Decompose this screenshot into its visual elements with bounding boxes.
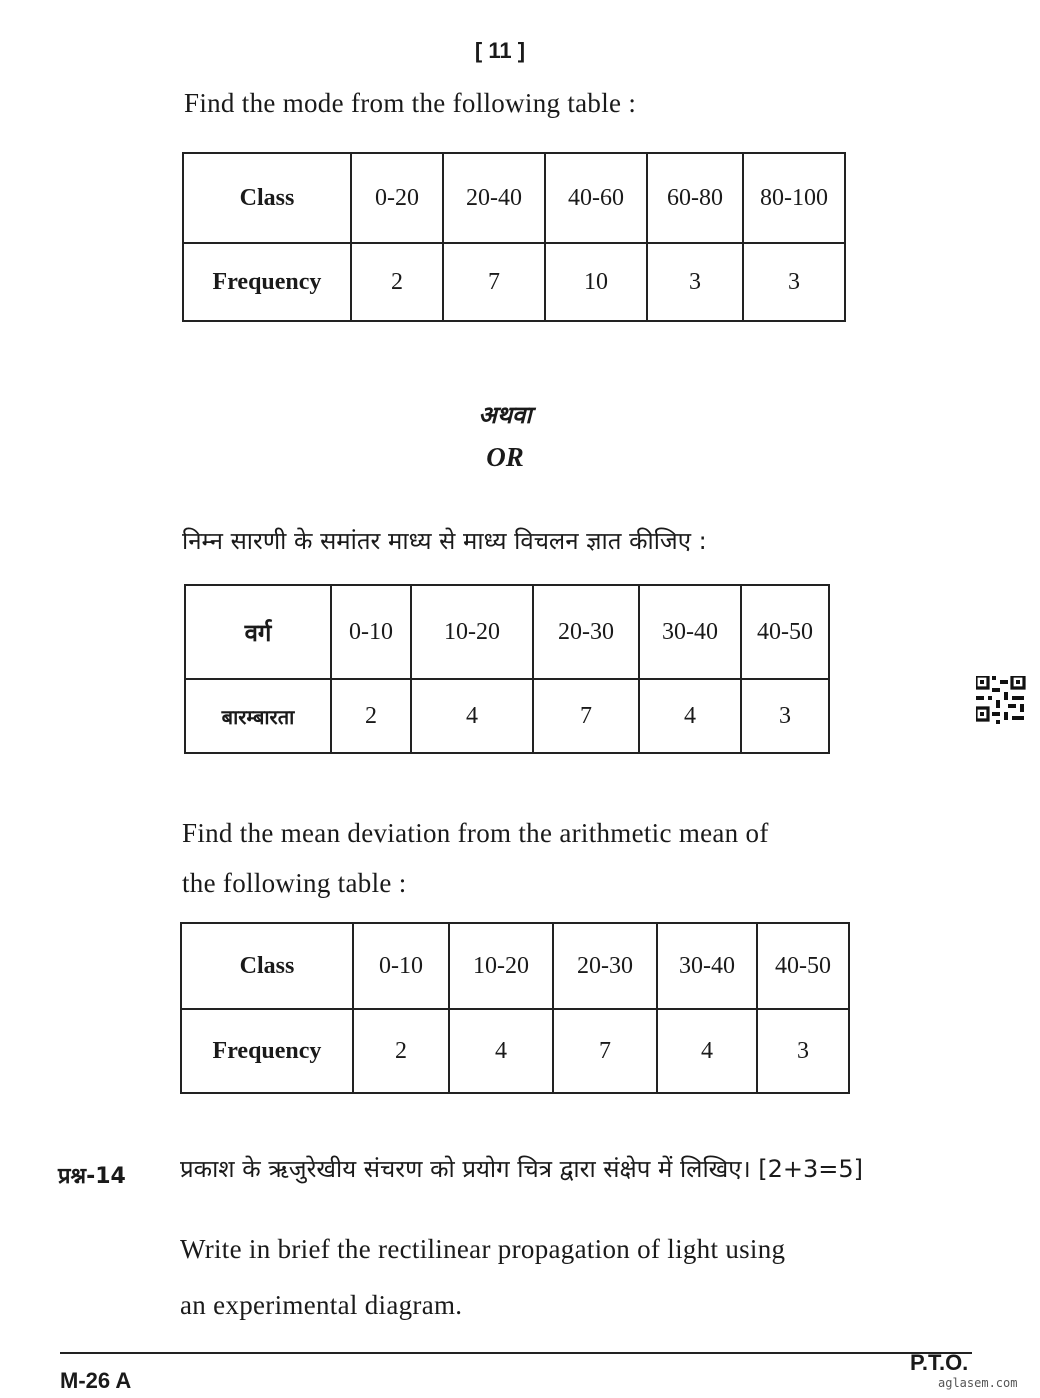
q2-english-frequency-cell: 3 bbox=[757, 1009, 849, 1093]
q2-hindi-frequency-cell: 4 bbox=[411, 679, 533, 753]
q2-hindi-frequency-header: बारम्बारता bbox=[185, 679, 331, 753]
q2-hindi-frequency-row bbox=[185, 679, 829, 753]
q1-class-cell: 40-60 bbox=[545, 153, 647, 243]
q1-class-cell: 60-80 bbox=[647, 153, 743, 243]
q14-label: प्रश्न-14 bbox=[58, 1164, 126, 1189]
q2-english-class-cell: 10-20 bbox=[449, 923, 553, 1009]
q2-hindi-frequency-cell: 3 bbox=[741, 679, 829, 753]
q2-english-frequency-cell: 7 bbox=[553, 1009, 657, 1093]
footer-divider bbox=[60, 1352, 972, 1354]
q1-frequency-cell: 2 bbox=[351, 243, 443, 321]
q1-frequency-header: Frequency bbox=[183, 243, 351, 321]
q2-english-line2: the following table : bbox=[182, 868, 407, 898]
or-hindi: अथवा bbox=[478, 401, 532, 429]
watermark: aglasem.com bbox=[938, 1376, 1018, 1390]
q14-english-line1: Write in brief the rectilinear propagation of light using bbox=[180, 1234, 786, 1264]
q1-class-cell: 20-40 bbox=[443, 153, 545, 243]
q2-hindi-frequency-cell: 7 bbox=[533, 679, 639, 753]
q2-hindi-class-row bbox=[185, 585, 829, 679]
q2-hindi-frequency-cell: 4 bbox=[639, 679, 741, 753]
q2-english-class-cell: 30-40 bbox=[657, 923, 757, 1009]
or-english: OR bbox=[486, 442, 524, 472]
q2-english-line1: Find the mean deviation from the arithmetic mean of bbox=[182, 818, 769, 848]
q1-text: Find the mode from the following table : bbox=[184, 88, 637, 118]
q2-english-class-header: Class bbox=[181, 923, 353, 1009]
q1-frequency-cell: 10 bbox=[545, 243, 647, 321]
pto-label: P.T.O. bbox=[910, 1350, 969, 1375]
q14-hindi-text: प्रकाश के ऋजुरेखीय संचरण को प्रयोग चित्र द्वारा संक्षेप में लिखिए। [2+3=5] bbox=[180, 1155, 864, 1183]
q2-hindi-class-cell: 30-40 bbox=[639, 585, 741, 679]
q2-hindi-class-cell: 20-30 bbox=[533, 585, 639, 679]
q2-english-frequency-header: Frequency bbox=[181, 1009, 353, 1093]
q1-frequency-cell: 7 bbox=[443, 243, 545, 321]
q2-english-table bbox=[180, 922, 850, 1094]
q2-hindi-table bbox=[184, 584, 830, 754]
qr-code-icon bbox=[976, 676, 1028, 724]
q1-frequency-cell: 3 bbox=[647, 243, 743, 321]
q2-hindi-class-cell: 10-20 bbox=[411, 585, 533, 679]
q2-hindi-class-header: वर्ग bbox=[185, 585, 331, 679]
q2-english-class-cell: 20-30 bbox=[553, 923, 657, 1009]
paper-code: M-26 A bbox=[60, 1368, 132, 1393]
q2-english-class-row bbox=[181, 923, 849, 1009]
q1-frequency-row bbox=[183, 243, 845, 321]
q2-english-frequency-cell: 2 bbox=[353, 1009, 449, 1093]
q1-table bbox=[182, 152, 846, 322]
q2-english-class-cell: 40-50 bbox=[757, 923, 849, 1009]
q2-hindi-class-cell: 40-50 bbox=[741, 585, 829, 679]
q2-hindi-frequency-cell: 2 bbox=[331, 679, 411, 753]
q2-english-frequency-cell: 4 bbox=[657, 1009, 757, 1093]
q2-english-frequency-row bbox=[181, 1009, 849, 1093]
q1-class-row bbox=[183, 153, 845, 243]
q2-english-class-cell: 0-10 bbox=[353, 923, 449, 1009]
q2-english-frequency-cell: 4 bbox=[449, 1009, 553, 1093]
page-number: [ 11 ] bbox=[474, 38, 526, 63]
q1-frequency-cell: 3 bbox=[743, 243, 845, 321]
q14-english-line2: an experimental diagram. bbox=[180, 1290, 463, 1320]
q2-hindi-text: निम्न सारणी के समांतर माध्य से माध्य विचलन ज्ञात कीजिए : bbox=[182, 527, 707, 555]
q1-class-cell: 0-20 bbox=[351, 153, 443, 243]
q2-hindi-class-cell: 0-10 bbox=[331, 585, 411, 679]
q1-class-header: Class bbox=[183, 153, 351, 243]
q1-class-cell: 80-100 bbox=[743, 153, 845, 243]
